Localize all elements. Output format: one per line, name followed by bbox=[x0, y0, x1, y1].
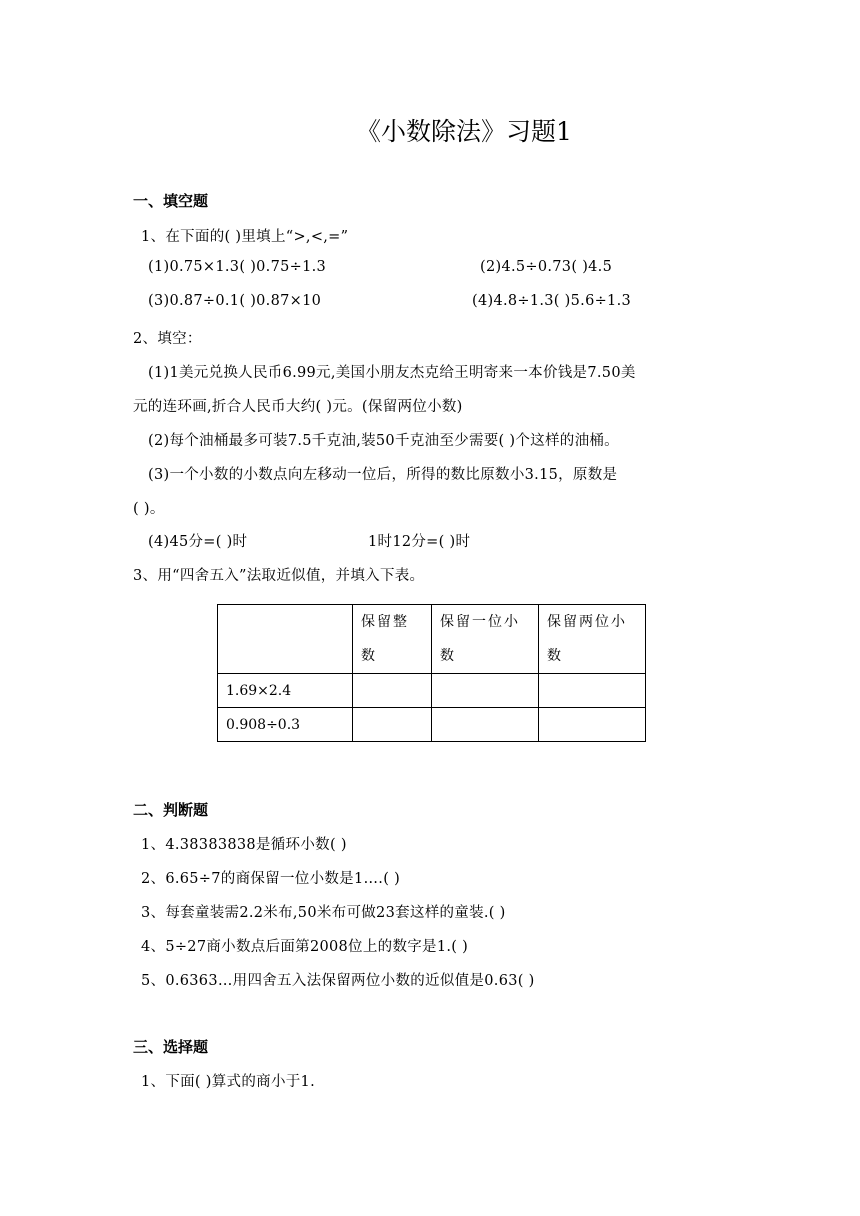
question-1-label: 1、在下面的( )里填上“>,<,=” bbox=[141, 229, 349, 245]
table-cell bbox=[539, 708, 646, 742]
table-header-row bbox=[218, 605, 646, 674]
true-false-item: 1、4.38383838是循环小数( ) bbox=[141, 837, 347, 853]
question-2-line: 1时12分=( )时 bbox=[368, 534, 471, 550]
multiple-choice-item: 1、下面( )算式的商小于1. bbox=[141, 1074, 315, 1090]
question-3-label: 3、用“四舍五入”法取近似值，并填入下表。 bbox=[133, 568, 425, 584]
table-header-cell: 保留一位小数 bbox=[432, 605, 539, 674]
section-heading-multiple-choice: 三、选择题 bbox=[133, 1038, 209, 1056]
question-2-line: (1)1美元兑换人民币6.99元,美国小朋友杰克给王明寄来一本价钱是7.50美 bbox=[148, 365, 636, 381]
table-cell bbox=[353, 674, 432, 708]
table-header-cell bbox=[218, 605, 353, 674]
question-2-line: 元的连环画,折合人民币大约( )元。(保留两位小数) bbox=[133, 399, 463, 415]
question-2-line: (3)一个小数的小数点向左移动一位后，所得的数比原数小3.15，原数是 bbox=[148, 467, 618, 483]
table-row bbox=[218, 674, 646, 708]
table-cell bbox=[432, 708, 539, 742]
question-2-line: (2)每个油桶最多可装7.5千克油,装50千克油至少需要( )个这样的油桶。 bbox=[148, 433, 619, 449]
question-1-item: (3)0.87÷0.1( )0.87×10 bbox=[148, 293, 322, 309]
true-false-item: 4、5÷27商小数点后面第2008位上的数字是1.( ) bbox=[141, 939, 469, 955]
true-false-item: 2、6.65÷7的商保留一位小数是1….( ) bbox=[141, 871, 401, 887]
table-cell: 0.908÷0.3 bbox=[218, 708, 353, 742]
true-false-item: 5、0.6363…用四舍五入法保留两位小数的近似值是0.63( ) bbox=[141, 973, 535, 989]
table-header-cell: 保留整数 bbox=[353, 605, 432, 674]
question-1-item: (4)4.8÷1.3( )5.6÷1.3 bbox=[472, 293, 632, 309]
question-2-line: ( )。 bbox=[133, 501, 165, 517]
table-cell bbox=[353, 708, 432, 742]
table-cell bbox=[539, 674, 646, 708]
question-2-label: 2、填空： bbox=[133, 331, 202, 347]
section-heading-fill-in: 一、填空题 bbox=[133, 192, 209, 210]
true-false-item: 3、每套童装需2.2米布,50米布可做23套这样的童装.( ) bbox=[141, 905, 506, 921]
section-heading-true-false: 二、判断题 bbox=[133, 801, 209, 819]
page-title: 《小数除法》习题1 bbox=[356, 117, 572, 146]
table-cell bbox=[432, 674, 539, 708]
table-header-cell: 保留两位小数 bbox=[539, 605, 646, 674]
rounding-table bbox=[217, 604, 646, 742]
table-cell: 1.69×2.4 bbox=[218, 674, 353, 708]
table-row bbox=[218, 708, 646, 742]
question-1-item: (1)0.75×1.3( )0.75÷1.3 bbox=[148, 259, 327, 275]
question-1-item: (2)4.5÷0.73( )4.5 bbox=[480, 259, 613, 275]
question-2-line: (4)45分=( )时 bbox=[148, 534, 248, 550]
